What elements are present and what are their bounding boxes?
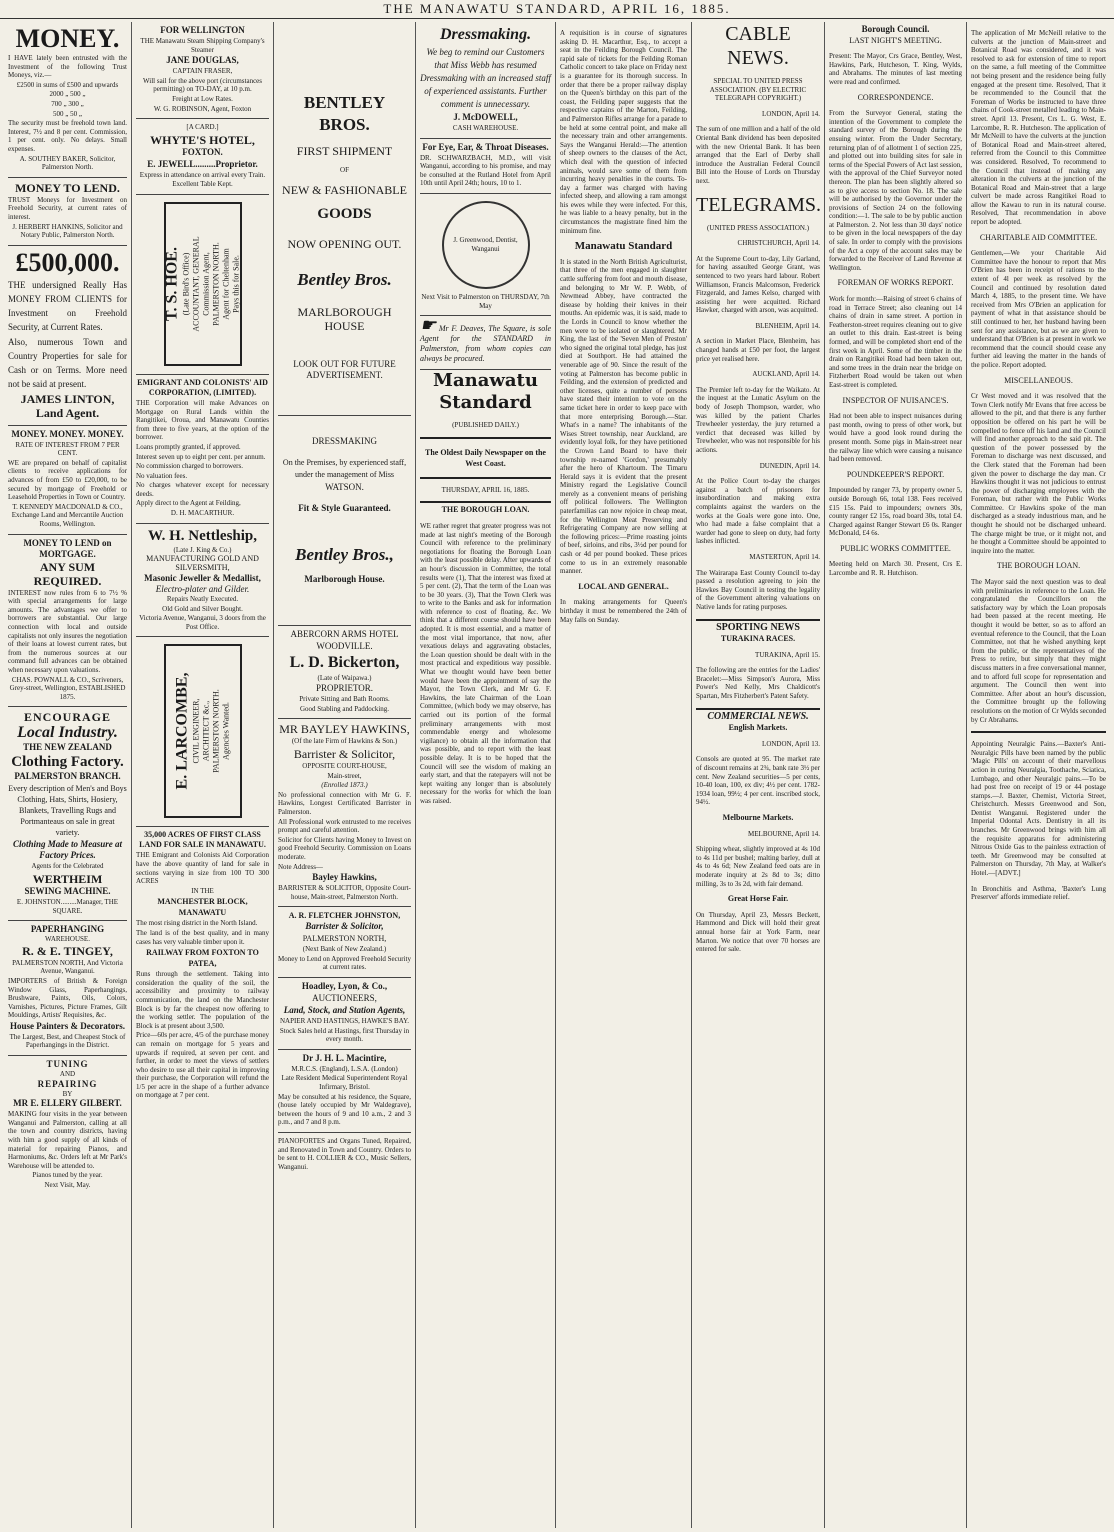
public-heading: PUBLIC WORKS COMMITTEE.	[840, 543, 951, 553]
whyte-hotel: WHYTE'S HOTEL,	[150, 132, 255, 147]
seal-text: J. Greenwood, Dentist, Wanganui	[453, 236, 518, 253]
mortgage-title: MONEY TO LEND on MORTGAGE.	[23, 537, 112, 559]
steamer-ad	[136, 22, 269, 119]
foxton: FOXTON.	[182, 146, 223, 157]
next-visit-palmerston: Next Visit to Palmerston on THURSDAY, 7th May	[421, 292, 550, 310]
cash-warehouse: CASH WAREHOUSE.	[452, 124, 519, 132]
mmm-body: WE are prepared on behalf of capitalist clients to receive applications for advances of from £50 to £20,000, to be secured by mortgage of Freehold or Leasehold Properties in Town or Country.	[8, 458, 127, 502]
money-title: MONEY.	[15, 24, 120, 53]
cable-heading: CABLE NEWS.	[725, 23, 791, 69]
house-painters: House Painters & Decorators.	[10, 1020, 125, 1031]
mmm-sub: RATE OF INTEREST FROM 7 PER CENT.	[15, 440, 120, 458]
enrolled: (Enrolled 1873.)	[321, 781, 368, 790]
nuisance-heading: INSPECTOR OF NUISANCE'S.	[842, 395, 949, 405]
columns	[4, 22, 1110, 1528]
present: Present: The Mayor, Crs Grace, Bentley, West, Hawkins, Park, Hutcheson, T. King, Wylds, and Abrahams. The minutes of last meeting were read and confirmed.	[829, 52, 962, 86]
rule	[420, 477, 551, 479]
rule	[420, 501, 551, 503]
captain: CAPTAIN FRASER,	[172, 67, 233, 76]
emigrant-body-3: Interest seven up to eight per cent. per annum.	[136, 452, 266, 461]
opening: NOW OPENING OUT.	[287, 236, 402, 251]
larcombe-name: E. LARCOMBE,	[173, 672, 191, 790]
money-row: 500 „ 50 „	[53, 109, 82, 118]
robinson: W. G. ROBINSON, Agent, Foxton	[153, 104, 252, 113]
dressmaking-heading: Dressmaking.	[439, 26, 532, 43]
fletcher-body: Money to Lend on Approved Freehold Security at current rates.	[278, 954, 411, 972]
oldest: The Oldest Daily Newspaper on the West Coast.	[425, 447, 546, 468]
masterton-body: The Wairarapa East County Council to-day passed a resolution agreeing to join the Hawkes Bay Council in testing the legality of the Government altering valuations on Native lands for rating purposes.	[696, 568, 820, 611]
pound-heading: POUNDKEEPER'S REPORT.	[846, 469, 945, 479]
bickerton: L. D. Bickerton,	[289, 653, 400, 671]
hoe-line: PALMERSTON NORTH.	[211, 242, 221, 326]
english-heading: English Markets.	[728, 723, 788, 733]
railway: RAILWAY FROM FOXTON TO PATEA,	[146, 948, 259, 969]
money-row: £2500 in sums of £500 and upwards	[16, 80, 119, 89]
larcombe-ad	[136, 637, 269, 827]
dressmaking-notice	[420, 22, 551, 139]
old-gold: Old Gold and Silver Bought.	[162, 604, 243, 613]
hoe-box	[164, 202, 242, 366]
editorial-date: THURSDAY, APRIL 16, 1885.	[441, 485, 530, 494]
melbourne-date: MELBOURNE, April 14.	[748, 829, 820, 838]
money-signature: A. SOUTHEY BAKER, Solicitor, Palmerston North.	[19, 154, 116, 172]
col8-body-3: Cr West moved and it was resolved that the Town Clerk notify Mr Evans that free access be allowed to the pit, and that there is any further opposition be offered on his part he will be compelled to fence off his land and the Council will find another approach to the said pit. The question of the power possessed by the Foreman to discharge was next discussed, and the Clerk stated that the Foreman had been given the power to discharge the day man. Cr Hawkins thought it was not judicious to entrust the power of discharging employees with the Foreman, but rather with the Public Works Committee. Cr Hawkins spoke of the man discharged as a steady industrious man, and he thought he should not be discharged unheard. The charge might be true, or it might not, and he thought a Committee should be appointed to inquire into the matter.	[971, 392, 1106, 555]
loan-body: WE rather regret that greater progress was not made at last night's meeting of the Borough Council with reference to the preliminary negotiations for floating the Borough Loan with the least possible delay. After upwards of an hour's discussion in Committee, the total results were (1), That the interest was fixed at 5 per cent. (2), That the term of the Loan was to be 30 years. (3), That the Town Clerk was to write to the Banks and ask for information with reference to cost of floating, &c. We think that a different course should have been adopted. It is most essential, and a matter of the most vital importance, that now, after vexatious delays and aggravating obstacles, the Loan question should be dealt with in the most practical and expeditious way possible. What we thought would have been better would have been the appointment of say the Mayor, the Town Clerk, and Mr G. F. Hawkins, the late Chairman of the Loan Committee, (which body we may observe, has carried out its portion of the formal preliminary arrangements with most commendable energy and wholesome vigilance) to obtain all the information that was possible, and to report with the least possible delay. It is to be hoped that the Council will see the wisdom of making an early start, and that the ratepayers will not be kept waiting any longer than is absolutely necessary for the works for which the loan was raised.	[420, 521, 551, 805]
column-2	[132, 22, 274, 1528]
eye-title: For Eye, Ear, & Throat Diseases.	[422, 141, 549, 152]
by: BY	[62, 1089, 73, 1098]
sporting-heading: SPORTING NEWS	[716, 621, 800, 633]
consult: May be consulted at his residence, the Square, (house lately occupied by Mr Waldegrave), between the hours of 9 and 10 a.m., 2 and 3 p.m., and 7 and 8 p.m.	[278, 1092, 411, 1127]
masonic: Masonic Jeweller & Medallist,	[144, 573, 261, 584]
tingey-body: IMPORTERS of British & Foreign Window Glass, Paperhangings, Brushware, Paints, Oils, Colors, Varnishes, Pictures, Picture Frames, Gilt Mouldings, Artists' Requisites, &c.	[8, 976, 127, 1020]
paper-title: PAPERHANGING	[30, 924, 105, 935]
borough-heading: Borough Council.	[861, 24, 930, 34]
turakina-date: TURAKINA, April 15.	[755, 650, 820, 659]
tingey-ad	[8, 921, 127, 1056]
nettleship-ad	[136, 524, 269, 638]
larcombe-vertical	[174, 673, 232, 790]
next-visit: Next Visit, May.	[44, 1181, 91, 1189]
private-rooms: Private Sitting and Bath Rooms.	[299, 695, 390, 704]
ship-name: JANE DOUGLAS,	[166, 55, 239, 66]
masthead-title: THE MANAWATU STANDARD, APRIL 16, 1885.	[383, 1, 731, 16]
rule	[420, 437, 551, 439]
hawkins-name: MR BAYLEY HAWKINS,	[279, 722, 410, 737]
dress-body: On the Premises, by experienced staff, under the management of Miss	[282, 457, 407, 479]
emigrant-body-4: No commission charged to borrowers.	[136, 462, 243, 471]
land-stock: Land, Stock, and Station Agents,	[283, 1005, 406, 1016]
block: MANCHESTER BLOCK, MANAWATU	[157, 897, 248, 918]
macarthur: D. H. MACARTHUR.	[170, 509, 235, 518]
column-1	[4, 22, 132, 1528]
hoadley-name: Hoadley, Lyon, & Co.,	[301, 981, 388, 992]
emigrant-body-6: No charges whatever except for necessary deeds.	[136, 481, 269, 498]
note: Note Address—	[278, 862, 323, 871]
railway-body: Runs through the settlement. Taking into consideration the quality of the soil, the accessibility and proximity to railway communication, the land on the Manchester Block is by far the cheapest now offering to the working settler. The population of the Block is at present about 3,500.	[136, 970, 269, 1030]
foreman-body: Work for month:—Raising of street 6 chains of road in Terrace Street; also cleaning out 14 chains of drain in same street. A portion in Featherston-street requires cleaning out to give an outlet to this drain. East-street is being formed, and will be completed short end of the first week in April. Some of the timber in the drain on Rangitikei Road had been taken out, and some trees in the drain near the bridge on Fitzherbert Road would be taken out when East-street is completed.	[829, 295, 962, 389]
emigrant-body: THE Corporation will make Advances on Mortgage on Rural Lands within the Rangitikei, Oroua, and Manawatu Counties from three to five years, at the option of the borrower.	[136, 398, 269, 442]
hoe-line: Pays this for Sale.	[231, 255, 241, 313]
dunedin-body: At the Police Court to-day the charges against a batch of prisoners for insubordination and making extra complaints against the warders on the works at the Goals were gone into. One, who had made a false complaint that a warder had gone to sleep on duty, had forty lashes inflicted.	[696, 477, 820, 546]
larcombe-line: Agencies Wanted.	[221, 702, 231, 761]
masthead	[0, 0, 1114, 19]
public-body: Meeting held on March 30. Present, Crs E. Larcombe and R. R. Hutchison.	[829, 560, 962, 578]
bh-sub: BARRISTER & SOLICITOR, Opposite Court-house, Main-street, Palmerston North.	[278, 884, 411, 901]
column-7	[825, 22, 967, 1528]
any-sum-body: INTEREST now rules from 6 to 7½ % with special arrangements for large amounts. The advantages we offer to borrowers are substantial. Our large connection with local and outside capitalists not only insures the negotiation of their loans at lowest current rates, but from the numerous sources at our command full advances can be obtained when necessary upon valuations.	[8, 588, 127, 674]
bentley-ad	[278, 22, 411, 416]
fletcher-barrister: Barrister & Solicitor,	[305, 921, 384, 932]
watson: WATSON.	[325, 481, 364, 492]
block-body: The most rising district in the North Island.	[136, 919, 258, 928]
hoe-name: T. S. HOE.	[163, 246, 181, 321]
published-daily: (PUBLISHED DAILY.)	[452, 421, 519, 430]
fletcher-sub: (Next Bank of New Zealand.)	[302, 945, 387, 954]
lend-title: MONEY TO LEND.	[15, 180, 120, 195]
opposite: OPPOSITE COURT-HOUSE,	[302, 761, 387, 770]
english-date: LONDON, April 13.	[762, 739, 820, 748]
paper-title: Manawatu Standard	[433, 370, 538, 414]
money-tail: The security must be freehold town land. Interest, 7½ and 8 per cent. Commission, 1 per cent. only. No delays. Small expenses.	[8, 119, 127, 153]
tingey-location: PALMERSTON NORTH, And Victoria Avenue, Wanganui.	[12, 958, 123, 976]
agents: Agents for the Celebrated	[31, 862, 104, 871]
repairs: Repairs Neatly Executed.	[166, 595, 239, 604]
emigrant-ad	[136, 375, 269, 524]
nettleship-sub: (Late J. King & Co.)	[173, 545, 232, 554]
fletcher-ad	[278, 907, 411, 978]
repairing: REPAIRING	[37, 1078, 98, 1089]
auckland-body: The Premier left to-day for the Waikato. At the inquest at the Lunatic Asylum on the body of Joseph Thompson, warder, who was killed by the patient Charles Trewheeler yesterday, the jury returned a verdict that deceased was killed by Trewheeler, who was not responsible for his actions.	[696, 385, 820, 454]
clothing-ad	[8, 707, 127, 921]
melbourne-body: Shipping wheat, slightly improved at 4s 10d to 4s 11d per bushel; malting barley, dull at 4s to 4s 6d; New Zealand feed oats are in moderate inquiry at 2s 8d to 3s; ditto milling, 3s to 3s 2d, with fair demand.	[696, 845, 820, 888]
emigrant-body-5: No valuation fees.	[136, 471, 188, 480]
any-sum-title: ANY SUM REQUIRED.	[33, 559, 102, 588]
of: OF	[340, 166, 349, 174]
emigrant-body-7: Apply direct to the Agent at Feilding,	[136, 499, 241, 508]
victoria: Victoria Avenue, Wanganui, 3 doors from the Post Office.	[139, 614, 266, 631]
column-3	[274, 22, 416, 1528]
hoe-ad	[136, 195, 269, 375]
sum-body-2: Also, numerous Town and Country Properties for sale for Cash or on Terms. More need not be said at present.	[8, 336, 127, 389]
pianos-tuned: Pianos tuned by the year.	[32, 1171, 103, 1180]
price: Price—60s per acre, 4/5 of the purchase money can remain on mortgage for 5 years and upwards if required, at seven per cent. and further, in order to meet the views of settlers who desire to use all their capital in improving their purchase, the Corporation will refund the 1/5 per acre in the shape of a further advance on mortgage at 7 per cent.	[136, 1031, 269, 1100]
card: [A CARD.]	[186, 123, 219, 132]
whyte-ad	[136, 119, 269, 195]
clothing-factory: Clothing Factory.	[11, 754, 124, 771]
abercorn-ad	[278, 626, 411, 720]
pointing-hand-icon: ☛	[420, 315, 437, 336]
masterton: MASTERTON, April 14.	[749, 552, 820, 561]
acres-body: THE Emigrant and Colonists Aid Corporation have the above quantity of land for sale in sections varying in size from 100 TO 300 ACRES	[136, 851, 269, 886]
mcdowell: J. McDOWELL,	[453, 112, 518, 122]
lookout: LOOK OUT FOR FUTURE ADVERTISEMENT.	[293, 358, 396, 380]
sewing-machine: SEWING MACHINE.	[24, 885, 111, 896]
jewell: E. JEWELL.........Proprietor.	[147, 158, 258, 169]
correspondence-heading: CORRESPONDENCE.	[857, 92, 934, 102]
abercorn: ABERCORN ARMS HOTEL	[290, 628, 399, 639]
branch-body: Every description of Men's and Boys Clothing, Hats, Shirts, Hosiery, Blankets, Travelling Rugs and Portmanteaus on sale in great variety.	[8, 784, 127, 838]
house-body: The Largest, Best, and Cheapest Stock of Paperhangings in the District.	[9, 1032, 126, 1050]
woodville: WOODVILLE.	[316, 640, 373, 651]
news-items-2: It is stated in the North British Agriculturist, that three of the men engaged in slaughter cattle suffering from foot and mouth disease, and belonging to Mr W. P. Webb, of Newmead Abbey, have contracted the disease by holding their knives in their mouths. An epidemic was, it is said, made to the Lords in Council to know whether the men were to be isolated or slaughtered. Mr King, the last of the 'Seven Men of Preston' who signed the original total pledge, has just died at Southport. He had attained the venerable age of 90. Since the result of the voting at Palmerston has become public in Feilding, and the extension of predicted and other licenses, quite a number of persons have stated their intention to vote on the same ticket here in order to keep pace with that more enterprising Borough.—Star. What's in a name? The inhabitants of the Wises Street township, near Auckland, are evidently loyal folk, for they have petitioned the Crown Land Board to have their township re-named 'Gordon,' presumably after the hero of Khartoum. The Timaru Herald says it is evident that the present Ministry regard the Legislative Council merely as a convenient means of perishing off political followers. The Wellington paterfamilias can now rejoice in cheap meat, for the Wellington Meat Preserving and Refrigerating Company are now selling at the following prices:—Prime roasting joints of beef, sirloins, and ribs, 3½d per pound for cash or 4d per pound booked. These prices come to us in an extremely reasonable manner.	[560, 257, 687, 576]
sail-info: Will sail for the above port (circumstances permitting) on TO-DAY, at 10 p.m.	[142, 76, 263, 94]
stabling: Good Stabling and Paddocking.	[299, 704, 390, 713]
dentist-seal	[442, 201, 530, 289]
late-resident: Late Resident Medical Superintendent Royal Infirmary, Bristol.	[281, 1074, 408, 1092]
main-street: Main-street,	[327, 771, 362, 780]
blenheim: BLENHEIM, April 14.	[755, 321, 820, 330]
measure: Clothing Made to Measure at Factory Prices.	[12, 839, 122, 861]
local-heading: LOCAL AND GENERAL.	[578, 581, 669, 591]
money-row: 2000 „ 500 „	[49, 90, 86, 99]
hoe-line: Agent for Cheltenham	[221, 248, 231, 320]
waipawa: (Late of Waipawa.)	[317, 673, 372, 682]
cable-body: The sum of one million and a half of the old Oriental Bank dividend has been deposited with the new Oriental Bank. It has been arranged that the Earl of Derby shall introduce the Australian Federal Council Bill into the House of Lords on Thursday next.	[696, 125, 820, 185]
block-body-2: The land is of the best quality, and in many cases has very valuable timber upon it.	[136, 928, 269, 946]
tuning: TUNING	[46, 1059, 89, 1070]
deaves-text: Mr F. Deaves, The Square, is sole Agent for the STANDARD in Palmerston, from whom copies can always be procured.	[420, 324, 552, 364]
proprietor: PROPRIETOR.	[315, 683, 374, 694]
money-body: I HAVE lately been entrusted with the Investment of the following Trust Moneys, viz.—	[8, 54, 127, 80]
wellington-title: FOR WELLINGTON	[160, 25, 245, 35]
money-row: 700 „ 300 „	[51, 99, 84, 108]
hawkins-ad	[278, 719, 411, 907]
marlborough-2: Marlborough House.	[304, 573, 385, 584]
col8-body-2: Gentlemen,—We your Charitable Aid Committee have the honour to report that Mrs O'Brien has been in receipt of rations to the extent of 4l per week as resolved by the Council and continued by resolution dated March 4, 1885, to the present time. We have received from Mrs O'Brien an application for payment of what in that assistance should be still continued to her, her husband having been sent for any assistance, but as we are given to understand that O'Brien is at present in work we recommend that the council should cease any further aid leaving the matter in the hands of the police. Report adopted.	[971, 249, 1107, 369]
any-sum-signature: CHAS. POWNALL & CO., Scriveners, Grey-street, Wellington, ESTABLISHED 1875.	[9, 675, 126, 701]
encourage-title: ENCOURAGE	[23, 710, 111, 725]
bentley-title: BENTLEY BROS.	[303, 93, 386, 134]
larcombe-line: ARCHITECT &c.,	[201, 701, 211, 762]
barrister: Barrister & Solicitor,	[293, 746, 396, 761]
hoadley-ad	[278, 978, 411, 1050]
column-5	[556, 22, 692, 1528]
horse-heading: Great Horse Fair.	[727, 894, 789, 904]
emigrant-title: EMIGRANT AND COLONISTS' AID CORPORATION, (LIMITED).	[137, 377, 268, 397]
steamer-text: THE Manawatu Steam Shipping Company's Steamer	[140, 37, 265, 54]
hoe-vertical	[164, 236, 242, 331]
in-the: IN THE	[191, 886, 214, 895]
big-sum: £500,000.	[15, 247, 120, 277]
column-8	[967, 22, 1110, 1528]
lend-body: TRUST Moneys for Investment on Freehold Security, at current rates of interest.	[8, 195, 127, 221]
telegrams-sub: (UNITED PRESS ASSOCIATION.)	[706, 223, 810, 232]
dressmaking-body: We beg to remind our Customers that Miss Webb has resumed Dressmaking with an increased staff of experienced assistants. Further comment is unnecessary.	[420, 47, 551, 109]
fletcher-name: A. R. FLETCHER JOHNSTON,	[288, 911, 401, 921]
fit-style: Fit & Style Guaranteed.	[298, 502, 391, 513]
and: AND	[59, 1070, 76, 1079]
col8-body-6: In Bronchitis and Asthma, 'Baxter's Lung Preserver' affords immediate relief.	[971, 884, 1106, 902]
dentist-ad	[420, 194, 551, 316]
auckland: AUCKLAND, April 14.	[752, 370, 820, 379]
shipment: FIRST SHIPMENT	[296, 144, 393, 158]
news-items: A requisition is in course of signatures asking D. H. Macarthur, Esq., to accept a seat in the Feilding Borough Council. The rapid sale of tickets for the Feilding Roman Catholic concert to take place on Friday next is a guarantee for its thorough success. In order that there be a proper railway display on the Queen's birthday on this part of the coast, the Feilding paper suggests that the respective captains of the Marton, Feilding, and Palmerston Rifles arrange for a parade to be held at some central point, and make all the necessary train and other arrangements. Says the Wanganui Herald:—The attention of sheep owners to the clauses of the Act, which deal with the question of infected animals, would save some of them from incurring heavy penalties in the courts. To-day a farmer was charged with having infected sheep, and allowing a ram amongst his ewes while they were infected. For this, he was liable to a heavy penalty, but in the circumstances the magistrate fined him the minimum fine.	[560, 29, 687, 235]
any-sum-ad	[8, 535, 127, 708]
column-4	[416, 22, 556, 1528]
turakina-body: The following are the entries for the Ladies' Bracelet:—Miss Simpson's Aurora, Miss Power's Ned Kelly, Mrs Chaldicott's Spartan, Mrs Fitzherbert's Patent Safety.	[696, 666, 820, 701]
gilbert-body: MAKING four visits in the year between Wanganui and Palmerston, calling at all the town and country districts, having with him a good supply of all kinds of material for repairing Pianos, and Harmoniums, &c. Orders left at Mr Park's Warehouse will be attended to.	[8, 1110, 127, 1170]
hawkins-body-3: Solicitor for Clients having Money to Invest on good Freehold Security. Commission on Loans moderate.	[278, 835, 411, 861]
col8-body-4: The Mayor said the next question was to deal with preliminaries in reference to the Loan. He congratulated the Councillors on the satisfactory way by which the Loan proposals had been passed at the recent meeting. He thought it would be better, so as to afford an eventual reference to the Council, that the Loan Committee, not that he wished anything kept from the public, or the representatives of the Press to retire, but simply that they might discuss matters in a free conversational manner, and to afford full scope for representation and argument. The Council then went into Committee. After about an hour's discussion, the Committee brought up the following resolutions on the motion of Cr Wylds seconded by Cr Abrahams.	[971, 578, 1106, 724]
tables: Excellent Table Kept.	[172, 180, 233, 189]
freight: Freight at Low Rates.	[172, 94, 233, 103]
rule	[696, 708, 820, 710]
cable-sub: SPECIAL TO UNITED PRESS ASSOCIATION. (BY ELECTRIC TELEGRAPH COPYRIGHT.)	[709, 77, 807, 103]
local-industry: Local Industry.	[17, 724, 118, 742]
larcombe-line: PALMERSTON NORTH.	[211, 689, 221, 774]
sum-ad	[8, 246, 127, 426]
nettleship-name: W. H. Nettleship,	[147, 527, 258, 544]
cable-london: LONDON, April 14.	[762, 109, 820, 118]
hoe-line: Commission Agent,	[201, 252, 211, 316]
turakina-heading: TURAKINA RACES.	[720, 634, 796, 644]
larcombe-box	[164, 644, 242, 818]
fletcher-location: PALMERSTON NORTH,	[302, 934, 387, 944]
correspondence-body: From the Surveyor General, stating the intention of the Government to complete the standard survey of the Borough during the ensuing winter. From the Under Secretary, returning plan of of allotment 1 of section 225, and plotted out into building sites for sale in terms of the Special Powers of Act last session, with the approval of the Chief Surveyor noted thereon. The plan has been slightly altered so as to give access to section No. 18. The sale will be authorised by the Governor under the provisions of Section 24 on the following condition:—1. The sale to be by public auction at Palmerston. 2. Not less than 30 days' notice to be given in the local newspapers of the day of sale. In order to comply with the provisions of the Act a copy of the account sales may be forwarded to the Receiver of Land Revenue at Wellington.	[829, 109, 962, 272]
horse-body: On Thursday, April 23, Messrs Beckett, Hammond and Dick will hold their great annual horse fair at York Farm, near Marton. We notice that over 70 horses are entered for sale.	[696, 910, 820, 954]
misc-heading: MISCELLANEOUS.	[1004, 375, 1073, 385]
express: Express in attendance on arrival every Train.	[139, 170, 266, 179]
column-6	[692, 22, 825, 1528]
rule	[696, 619, 820, 621]
gilbert-ad	[8, 1056, 127, 1195]
goods: GOODS	[317, 205, 372, 222]
nettleship-body: MANUFACTURING GOLD AND SILVERSMITH,	[146, 554, 259, 572]
mmm-ad	[8, 426, 127, 535]
col8-body-1: The application of Mr McNeill relative to the culverts at the junction of Main-street and Botanical Road was considered, and it was resolved to ask for extension of time to report on the same, a full meeting of the Committee not being present and the residence being fully engaged at the present time. Resolved, That it be recommended to the Council that the Foreman of Works be instructed to have three chains of Cook-street metalled leading to Main-street. April 13. Present, Crs L. G. West, E. Larcombe, R. R. Hutcheson. The application of Mr McNeill to have the culverts at the junction of Botanical Road and Main-street altered, referred from the Council to this Committee was considered. Resolved, To recommend to the Council that instead of making any alteration in the culverts at the junction of the Botanical Road and Main-street that a large culvert be made across Rangitikei Road to allow the Kawau to run in its natural course. Resolved, That recommendation in above report be adopted.	[971, 29, 1106, 227]
bentley-italic-2: Bentley Bros.,	[295, 544, 394, 564]
johnston: E. JOHNSTON.........Manager, THE SQUARE.	[16, 897, 119, 915]
charitable-heading: CHARITABLE AID COMMITTEE.	[979, 232, 1098, 242]
gilbert-name: MR E. ELLERY GILBERT.	[13, 1098, 122, 1109]
hawkins-body-2: All Professional work entrusted to me receives prompt and careful attention.	[278, 817, 411, 835]
loan-heading: THE BOROUGH LOAN.	[441, 505, 530, 515]
napier: NAPIER AND HASTINGS, HAWKE'S BAY.	[279, 1017, 410, 1026]
dunedin: DUNEDIN, April 14.	[759, 461, 820, 470]
tingey-name: R. & E. TINGEY,	[22, 943, 113, 958]
warehouse: WAREHOUSE.	[45, 935, 90, 944]
auctioneers: AUCTIONEERS,	[312, 993, 377, 1004]
bentley-italic: Bentley Bros.	[297, 269, 392, 289]
lend-ad	[8, 178, 127, 246]
col8-body-5: Appointing Neuralgic Pains.—Baxter's Anti-Neuralgic Pills have been named by the public 'Magic Pills' on account of their marvellous action in curing Neuralgia, Toothache, Sciatica, Lumbago, and other Neuralgic pains.—To be had post free on receipt of 19 or 44 postage stamps.—J. Baxter, Chemist, Victoria Street, Christchurch. Messrs Greenwood and Son, Dentist Wanganui. Registered under the Imperial Odontal Acts. Dentistry in all its branches. Mr Greenwood brings with him all the requisite apparatus for administering Nitrous Oxide Gas to the painless extraction of teeth. Mr Greenwood may be consulted at Palmerston on Thursday, 7th May, at Walker's Hotel.—[ADVT.]	[971, 740, 1106, 878]
fashionable: NEW & FASHIONABLE	[282, 182, 407, 197]
blenheim-body: A section in Market Place, Blenheim, has changed hands at £50 per foot, the largest price yet realised here.	[696, 337, 820, 363]
christchurch: CHRISTCHURCH, April 14.	[737, 239, 820, 248]
dressmaking-ad	[278, 416, 411, 626]
rule	[971, 731, 1106, 733]
last-meeting: LAST NIGHT'S MEETING.	[849, 35, 942, 45]
acres-title: 35,000 ACRES OF FIRST CLASS LAND FOR SALE IN MANAWATU.	[139, 830, 266, 850]
larcombe-line: CIVIL ENGINEER,	[191, 698, 201, 764]
wertheim: WERTHEIM	[32, 871, 103, 886]
hoe-line: (Late Bird's Office)	[181, 252, 191, 316]
nuisance-body: Had not been able to inspect nuisances during past month, owing to press of other work, but would have a good look round during the present month. Some pigs in Main-street near the railway line which were causing a nuisance had been removed.	[829, 412, 962, 464]
foreman-heading: FOREMAN OF WORKS REPORT.	[837, 278, 954, 288]
bh-name: Bayley Hawkins,	[312, 872, 377, 883]
eye-ad	[420, 139, 551, 194]
hawkins-sub: (Of the late Firm of Hawkins & Son.)	[291, 737, 398, 746]
macintire-ad	[278, 1050, 411, 1133]
christchurch-body: At the Supreme Court to-day, Lily Garland, for having assaulted George Grant, was sentenced to two years hard labour. Robert Williamson, Francis Malcomson, Frederick Fitzgerald, and James Kelso, charged with assisting her were acquitted. Richard Hawker, charged with arson, was acquitted.	[696, 254, 820, 315]
branch-title: PALMERSTON BRANCH.	[14, 771, 121, 782]
electro: Electro-plater and Gilder.	[155, 584, 250, 595]
mrcs: M.R.C.S. (England), L.S.A. (London)	[291, 1064, 398, 1073]
english-body: Consols are quoted at 95. The market rate of discount remains at 2¾, bank rate 3½ per cent. New Zealand securities—5 per cents, 10-40 loan, 100, ex div; 4½ per cent. 1782-1934 loan, 99½; 4 per cent. inscribed stock, 94½.	[696, 755, 820, 807]
pianofortes-ad	[278, 1133, 411, 1176]
hoe-line: ACCOUNTANT, GENERAL	[191, 236, 201, 332]
pianofortes: PIANOFORTES and Organs Tuned, Repaired, and Renovated in Town and Country. Orders to be sent to H. COLLIER & CO., Music Sellers, Wanganui.	[278, 1137, 411, 1171]
local-body: In making arrangements for Queen's birthday it must be remembered the 24th of May falls on Sunday.	[560, 598, 687, 624]
stock-sales: Stock Sales held at Hastings, first Thursday in every month.	[279, 1026, 410, 1044]
lend-signature: J. HERBERT HANKINS, Solicitor and Notary Public, Palmerston North.	[12, 222, 123, 240]
acres-ad	[136, 827, 269, 1105]
commercial-heading: COMMERCIAL NEWS.	[707, 710, 809, 722]
standard-heading: Manawatu Standard	[574, 240, 673, 253]
sum-body: THE undersigned Really Has MONEY FROM CLIENTS for Investment on Freehold Security, at Current Rates.	[8, 279, 127, 332]
hawkins-body: No professional connection with Mr G. F. Hawkins, Longest Certificated Barrister in Palmerston.	[278, 790, 411, 816]
emigrant-body-2: Loans promptly granted, if approved.	[136, 442, 241, 451]
melbourne-heading: Melbourne Markets.	[722, 813, 794, 822]
dressmaking-title: DRESSMAKING	[311, 435, 377, 446]
macintire-name: Dr J. H. L. Macintire,	[302, 1052, 387, 1063]
mmm-title: MONEY. MONEY. MONEY.	[11, 428, 124, 439]
deaves-notice	[420, 316, 551, 370]
marlborough: MARLBOROUGH HOUSE	[297, 304, 392, 333]
telegrams-heading: TELEGRAMS.	[696, 193, 821, 216]
pound-body: Impounded by ranger 73, by property owner 5, outside Borough 66, total 138. Fees received £15 15s. Paid to impounders; owners 30s, county ranger £2 15s, road board 30s, total £4. Charged against Ranger Stewart £6 0s. Ranger McDonald, £4 6s.	[829, 486, 962, 538]
eye-body: DR. SCHWARZBACH, M.D., will visit Wanganui, according to his promise, and may be consulted at the Rutland Hotel from April 10th until April 24th; hours, 10 to 1.	[420, 153, 551, 188]
mmm-signature: T. KENNEDY MACDONALD & CO., Exchange Land and Mercantile Auction Rooms, Wellington.	[11, 502, 124, 529]
sum-signature: JAMES LINTON, Land Agent.	[20, 391, 115, 420]
deaves	[420, 315, 552, 364]
nz-title: THE NEW ZEALAND	[23, 742, 112, 753]
money-ad	[8, 22, 127, 178]
editorial	[420, 370, 551, 805]
borough-loan-heading: THE BOROUGH LOAN.	[996, 561, 1081, 571]
